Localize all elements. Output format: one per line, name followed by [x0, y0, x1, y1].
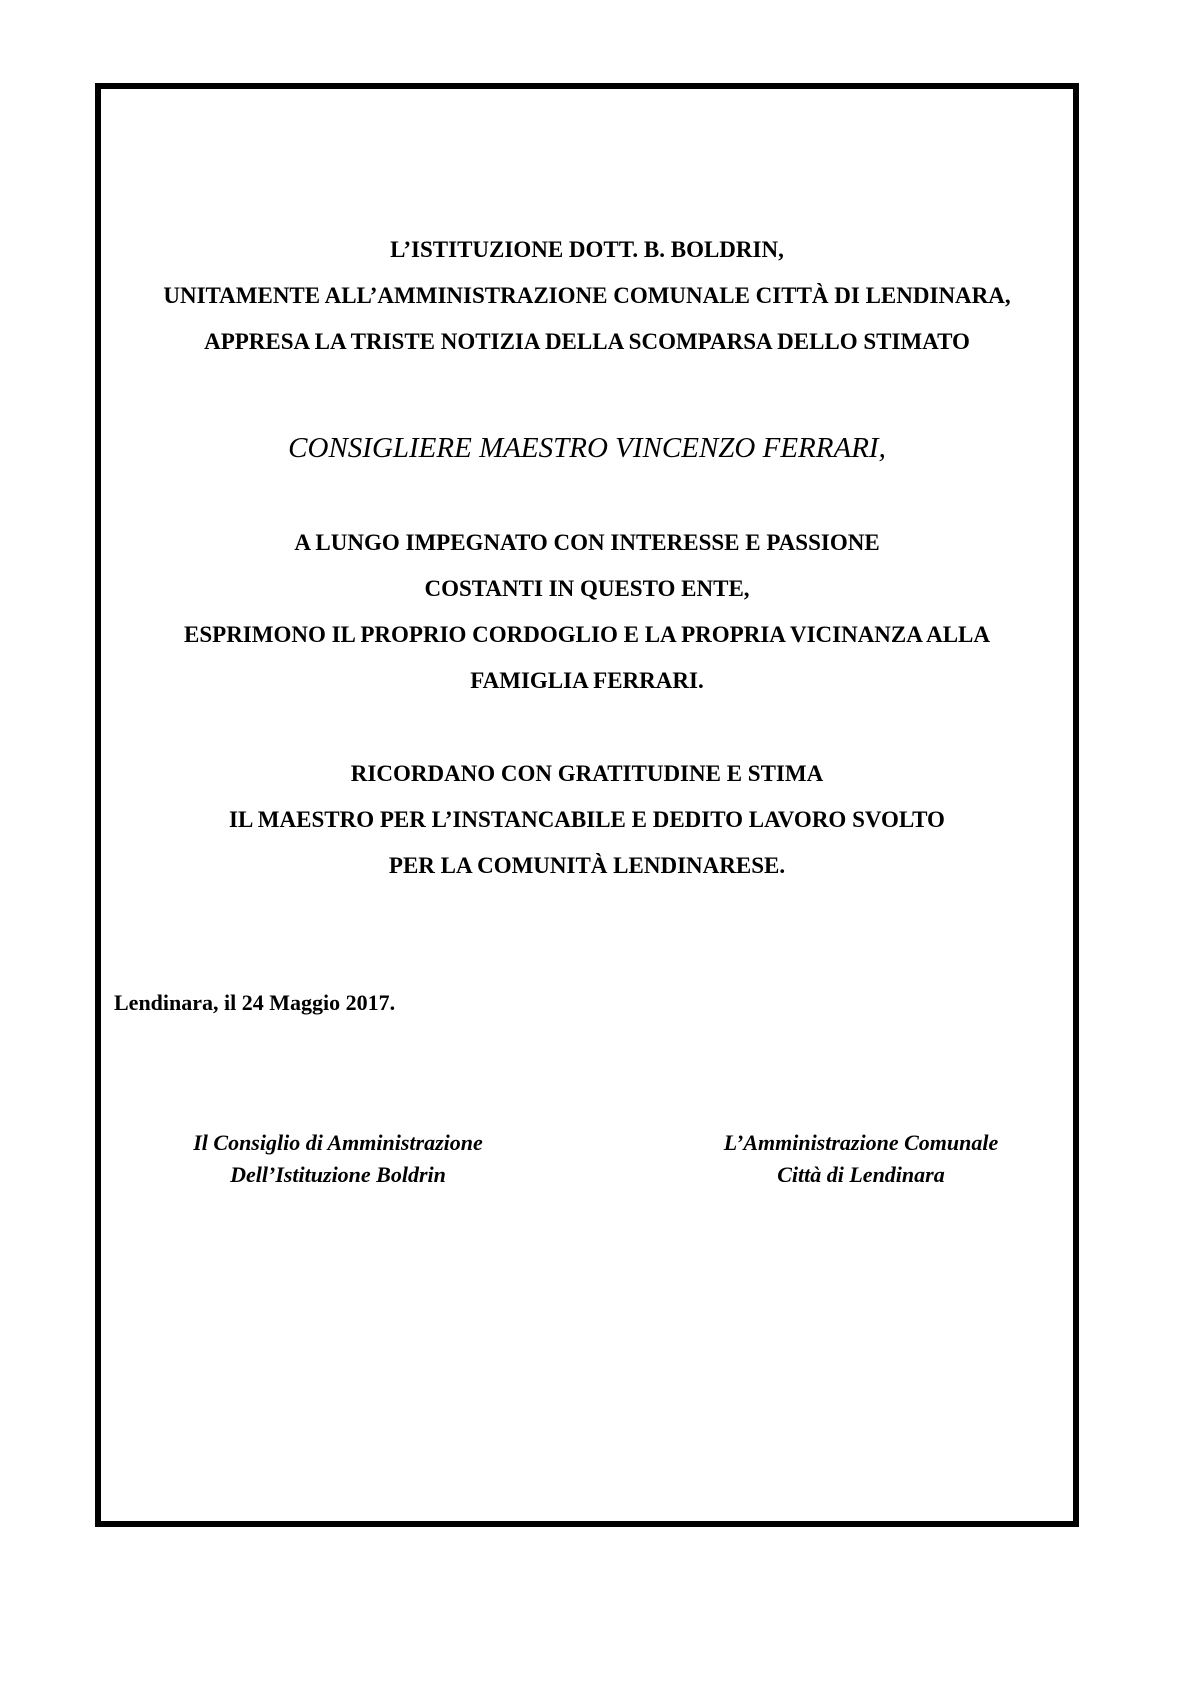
remembrance-line-3: PER LA COMUNITÀ LENDINARESE. — [388, 853, 786, 878]
condolence-line-3: ESPRIMONO IL PROPRIO CORDOGLIO E LA PROPRIA VICINANZA ALLA — [184, 622, 990, 647]
signature-right — [651, 1127, 1071, 1191]
intro-line-3: APPRESA LA TRISTE NOTIZIA DELLA SCOMPARSA DELLO STIMATO — [204, 329, 970, 354]
remembrance-line-2: IL MAESTRO PER L’INSTANCABILE E DEDITO LAVORO SVOLTO — [229, 807, 945, 832]
signature-left-line-1: Il Consiglio di Amministrazione — [193, 1130, 483, 1155]
remembrance-line-1: RICORDANO CON GRATITUDINE E STIMA — [350, 761, 824, 786]
date-line: Lendinara, il 24 Maggio 2017. — [114, 990, 396, 1015]
condolence-line-1: A LUNGO IMPEGNATO CON INTERESSE E PASSIONE — [294, 530, 880, 555]
signature-right-line-2: Città di Lendinara — [777, 1162, 945, 1187]
signature-left — [128, 1127, 548, 1191]
condolence-line-2: COSTANTI IN QUESTO ENTE, — [424, 576, 750, 601]
subject-name: CONSIGLIERE MAESTRO VINCENZO FERRARI, — [288, 432, 886, 464]
condolence-line-4: FAMIGLIA FERRARI. — [470, 668, 704, 693]
intro-line-1: L’ISTITUZIONE DOTT. B. BOLDRIN, — [390, 237, 784, 262]
intro-line-2: UNITAMENTE ALL’AMMINISTRAZIONE COMUNALE CITTÀ DI LENDINARA, — [163, 283, 1011, 308]
signature-right-line-1: L’Amministrazione Comunale — [723, 1130, 999, 1155]
signature-left-line-2: Dell’Istituzione Boldrin — [230, 1162, 446, 1187]
